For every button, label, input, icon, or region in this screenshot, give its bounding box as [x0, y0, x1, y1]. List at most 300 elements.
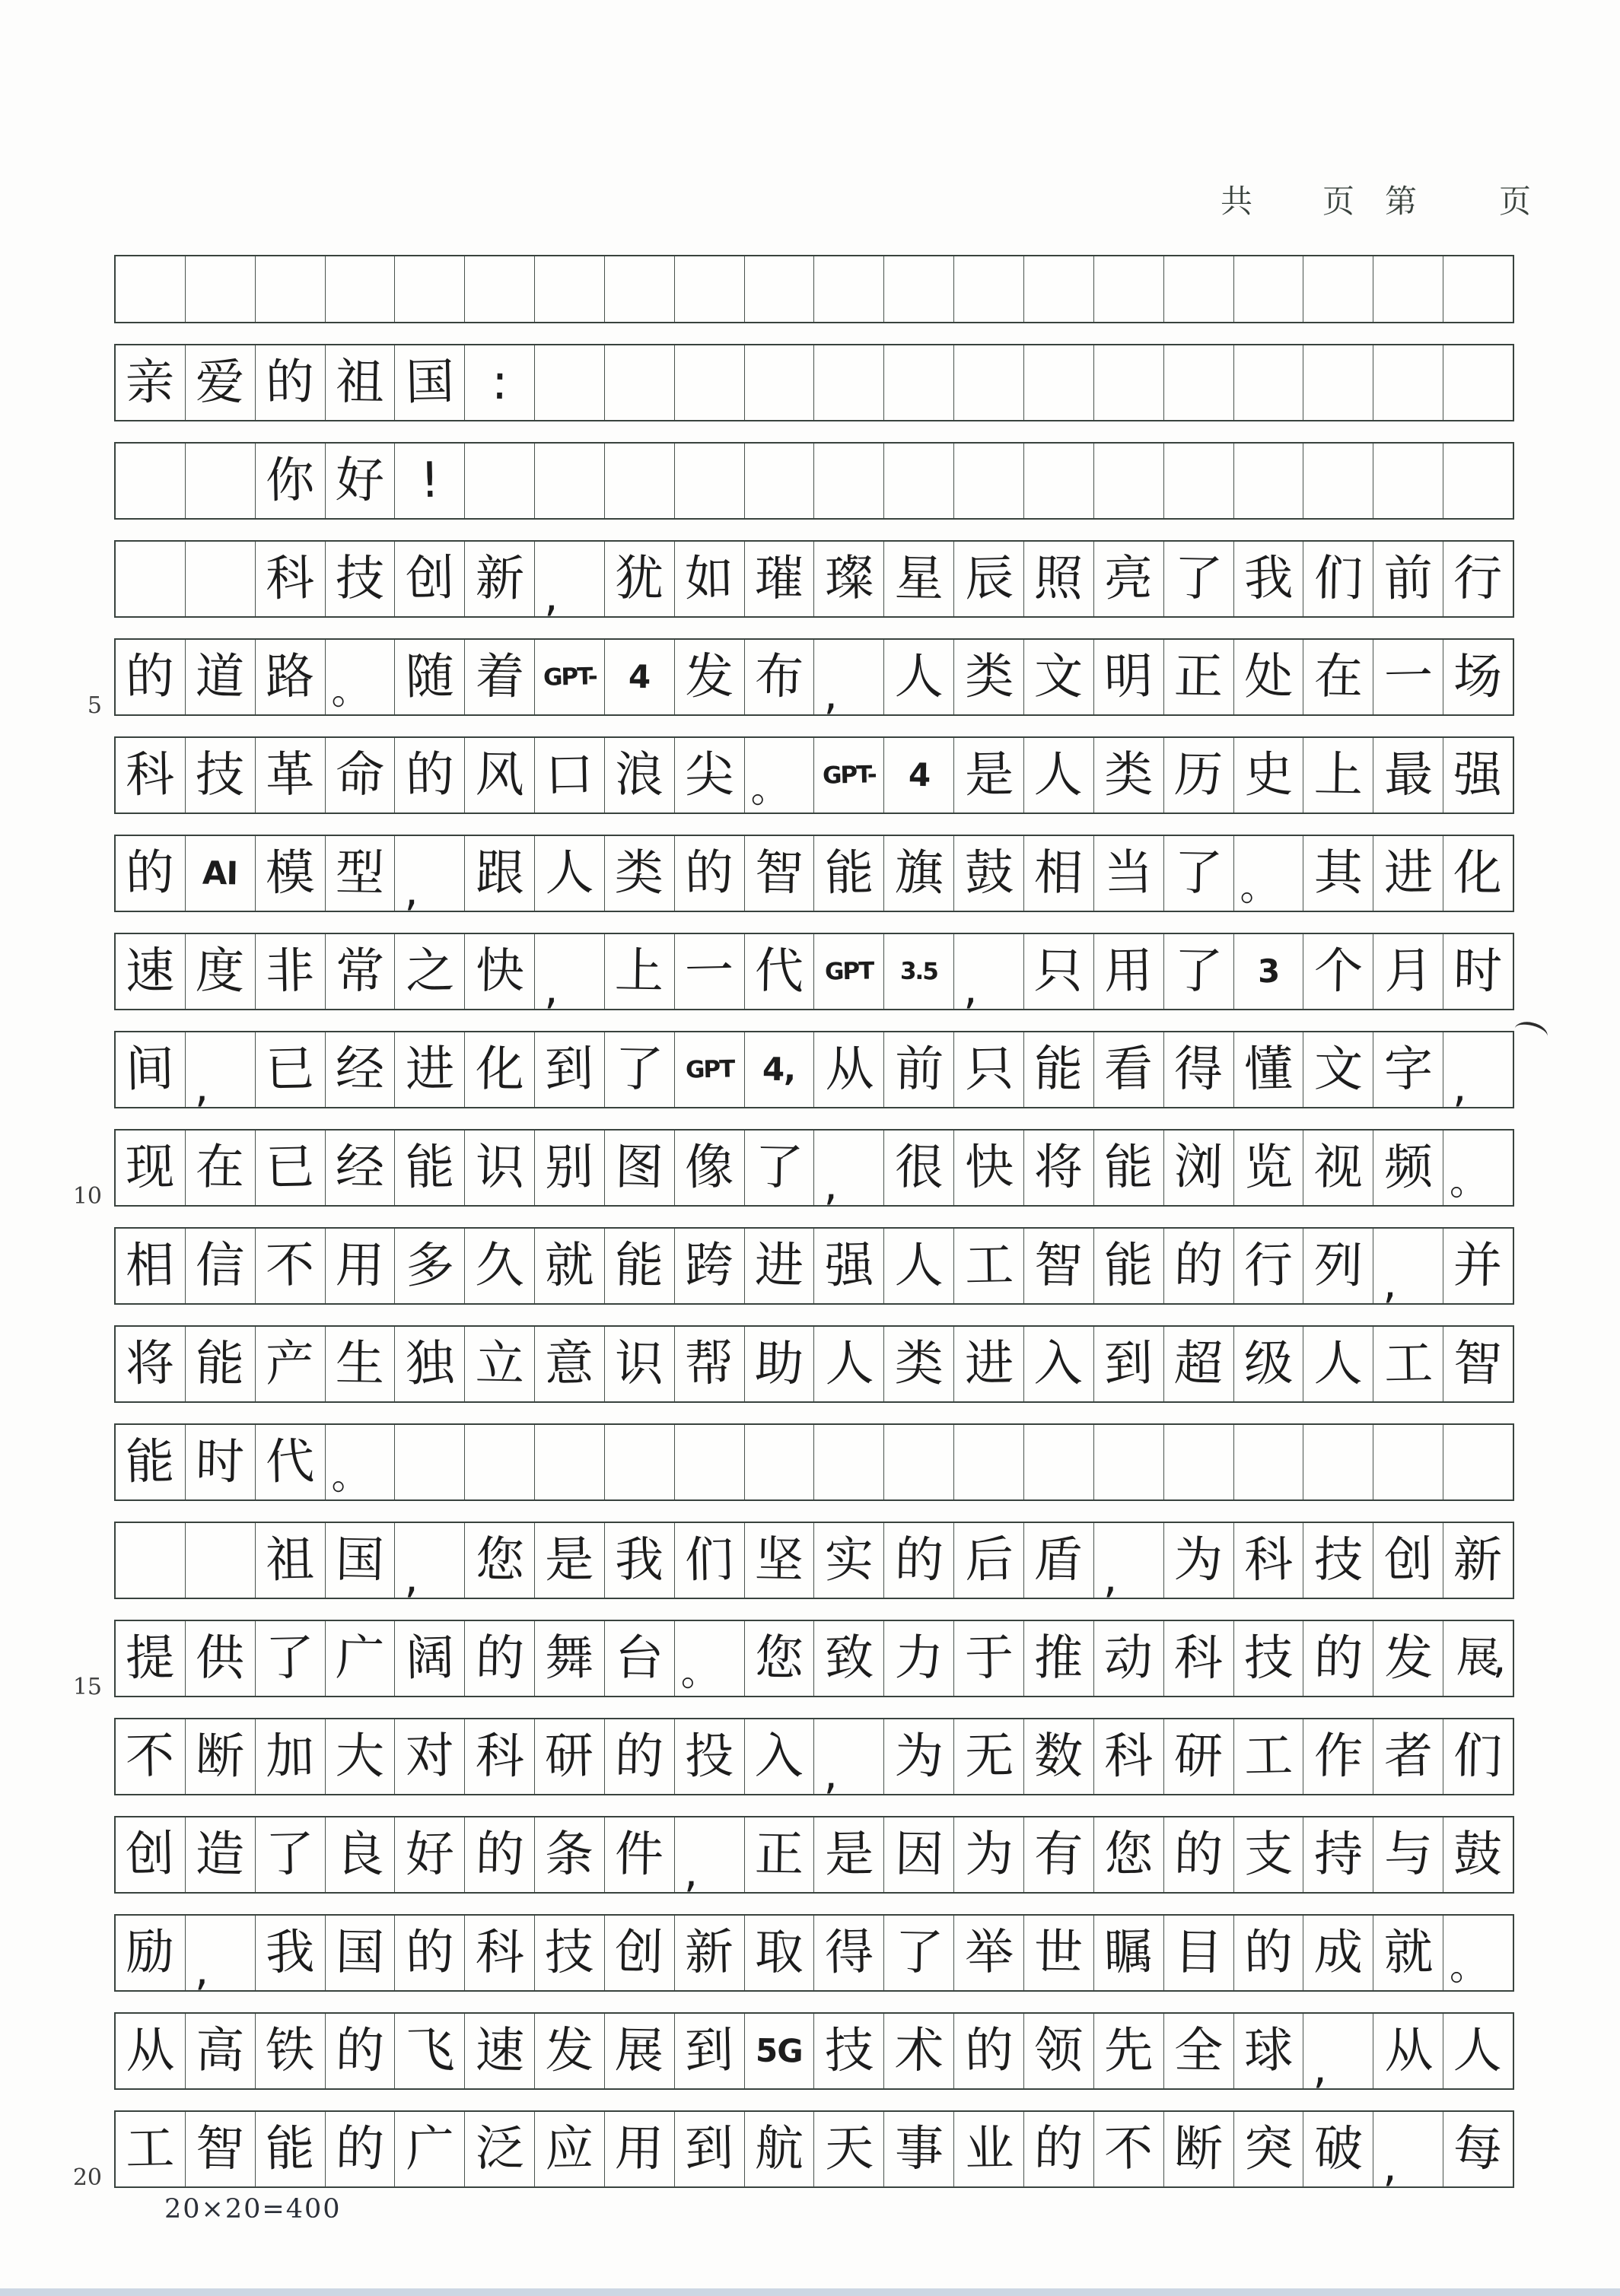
grid-row — [114, 1227, 1514, 1309]
char-cell: 图 — [604, 1131, 674, 1205]
char-cell: 场 — [1443, 640, 1513, 714]
empty-cell — [464, 444, 534, 518]
char-cell: 正 — [1163, 640, 1233, 714]
grid-row — [114, 2110, 1514, 2192]
char-cell: 技 — [325, 542, 395, 616]
char-cell: 亲 — [125, 354, 176, 412]
char-cell: 当 — [1093, 836, 1163, 911]
char-cell: 科 — [255, 542, 325, 616]
writing-grid — [72, 255, 1514, 2209]
char-cell: 是 — [534, 1523, 604, 1598]
char-cell: 实 — [813, 1523, 883, 1598]
char-cell: 浪 — [604, 738, 674, 813]
char-cell: 能 — [125, 1433, 176, 1491]
empty-cell — [1303, 444, 1373, 518]
char-cell: 级 — [1233, 1327, 1303, 1401]
char-cell: 能 — [185, 1327, 255, 1401]
char-cell: 科 — [1163, 1621, 1233, 1696]
char-cell: 亮 — [1093, 542, 1163, 616]
char-cell: 人 — [1023, 738, 1093, 813]
char-cell: 人 — [1443, 2014, 1513, 2088]
empty-cell — [813, 345, 883, 420]
char-cell: 好 — [325, 444, 395, 518]
char-cell: 的 — [1233, 1916, 1303, 1990]
char-cell: 创 — [1373, 1523, 1443, 1598]
char-cell: 于 — [953, 1621, 1023, 1696]
empty-cell — [604, 256, 674, 322]
line-number-10: 10 — [72, 1183, 102, 1210]
char-cell: 能 — [1093, 1131, 1163, 1205]
empty-cell — [813, 1425, 883, 1499]
char-cell: 进 — [744, 1229, 814, 1303]
empty-cell — [1163, 444, 1233, 518]
char-cell: , — [1093, 1523, 1163, 1598]
char-cell: 们 — [674, 1523, 744, 1598]
char-cell: , — [953, 934, 1023, 1009]
char-cell: 工 — [125, 2120, 176, 2178]
char-cell: 您 — [1093, 1817, 1163, 1892]
char-cell: 。 — [325, 640, 395, 714]
char-cell: 览 — [1233, 1131, 1303, 1205]
empty-cell — [604, 345, 674, 420]
char-cell: 快 — [464, 934, 534, 1009]
char-cell: 技 — [1303, 1523, 1373, 1598]
char-cell: 间 — [125, 1041, 176, 1099]
char-cell: 祖 — [255, 1523, 325, 1598]
char-cell: 广 — [394, 2112, 464, 2186]
char-cell: 旗 — [883, 836, 953, 911]
char-cell: 一 — [1373, 640, 1443, 714]
grid-row — [114, 1816, 1514, 1897]
char-cell: 立 — [464, 1327, 534, 1401]
grid-row — [114, 1522, 1514, 1603]
char-cell: 破 — [1303, 2112, 1373, 2186]
char-cell: 广 — [325, 1621, 395, 1696]
grid-row — [114, 442, 1514, 520]
char-cell: 上 — [604, 934, 674, 1009]
empty-cell — [883, 345, 953, 420]
empty-cell — [1373, 256, 1443, 322]
char-cell: 不 — [1093, 2112, 1163, 2186]
char-cell: 们 — [1443, 1719, 1513, 1794]
empty-cell — [1443, 256, 1513, 322]
empty-cell — [185, 256, 255, 322]
header-page-label: 页 — [1499, 183, 1532, 220]
grid-row — [114, 1423, 1514, 1501]
char-cell: 了 — [1163, 836, 1233, 911]
empty-cell — [1443, 444, 1513, 518]
empty-cell — [255, 256, 325, 322]
char-cell: 的 — [604, 1719, 674, 1794]
char-cell: 文 — [1023, 640, 1093, 714]
char-cell: 相 — [125, 1237, 176, 1295]
char-cell: 超 — [1163, 1327, 1233, 1401]
grid-row — [114, 255, 1514, 323]
char-cell: 技 — [813, 2014, 883, 2088]
char-cell: 像 — [674, 1131, 744, 1205]
char-cell: 现 — [125, 1139, 176, 1197]
char-cell: , — [1443, 1032, 1513, 1107]
char-cell: 创 — [125, 1826, 176, 1884]
char-cell: 。 — [325, 1425, 395, 1499]
char-cell: 举 — [953, 1916, 1023, 1990]
empty-cell — [1093, 256, 1163, 322]
char-cell: 每 — [1443, 2112, 1513, 2186]
char-cell: 者 — [1373, 1719, 1443, 1794]
empty-cell — [534, 444, 604, 518]
char-cell: 速 — [464, 2014, 534, 2088]
empty-cell — [1233, 1425, 1303, 1499]
char-cell: 条 — [534, 1817, 604, 1892]
char-cell: ! — [394, 444, 464, 518]
char-cell: 鼓 — [953, 836, 1023, 911]
empty-cell — [1023, 1425, 1093, 1499]
char-cell: 道 — [185, 640, 255, 714]
grid-row — [114, 933, 1514, 1014]
char-cell: 为 — [1163, 1523, 1233, 1598]
char-cell: 型 — [325, 836, 395, 911]
char-cell: 得 — [1163, 1032, 1233, 1107]
char-cell: 代 — [255, 1425, 325, 1499]
empty-cell — [1093, 444, 1163, 518]
line-number-20: 20 — [72, 2164, 102, 2191]
char-cell: 类 — [883, 1327, 953, 1401]
char-cell: 的 — [883, 1523, 953, 1598]
char-cell: 个 — [1303, 934, 1373, 1009]
char-cell: 非 — [255, 934, 325, 1009]
grid-row — [114, 1620, 1514, 1697]
char-cell: 4 — [883, 738, 953, 813]
char-cell: 的 — [125, 844, 176, 902]
empty-cell — [1373, 345, 1443, 420]
char-cell: 天 — [813, 2112, 883, 2186]
char-cell: 为 — [883, 1719, 953, 1794]
empty-cell — [1233, 444, 1303, 518]
char-cell: 之 — [394, 934, 464, 1009]
empty-cell — [1373, 444, 1443, 518]
char-cell: 3.5 — [883, 934, 953, 1009]
empty-cell — [953, 1425, 1023, 1499]
char-cell: , — [185, 1032, 255, 1107]
char-cell: 技 — [1233, 1621, 1303, 1696]
char-cell: GPT — [813, 934, 883, 1009]
char-cell: 盾 — [1023, 1523, 1093, 1598]
char-cell: 如 — [674, 542, 744, 616]
char-cell: 研 — [534, 1719, 604, 1794]
char-cell: 人 — [813, 1327, 883, 1401]
empty-cell — [185, 1523, 255, 1598]
char-cell: 您 — [464, 1523, 534, 1598]
char-cell: 你 — [255, 444, 325, 518]
empty-cell — [534, 345, 604, 420]
char-cell: 为 — [953, 1817, 1023, 1892]
char-cell: 其 — [1303, 836, 1373, 911]
empty-cell — [744, 345, 814, 420]
char-cell: 智 — [1443, 1327, 1513, 1401]
char-cell: 前 — [1373, 542, 1443, 616]
char-cell: 阔 — [394, 1621, 464, 1696]
char-cell: 从 — [813, 1032, 883, 1107]
char-cell: 久 — [464, 1229, 534, 1303]
grid-row — [114, 1325, 1514, 1403]
char-cell: , — [534, 934, 604, 1009]
empty-cell — [744, 1425, 814, 1499]
char-cell: 的 — [394, 738, 464, 813]
char-cell: 工 — [1373, 1327, 1443, 1401]
empty-cell — [744, 444, 814, 518]
grid-row — [114, 1031, 1514, 1112]
char-cell: 4 — [604, 640, 674, 714]
char-cell: 人 — [534, 836, 604, 911]
char-cell: 视 — [1303, 1131, 1373, 1205]
char-cell: 进 — [953, 1327, 1023, 1401]
line-number-15: 15 — [72, 1674, 102, 1700]
header-pages-label: 页 — [1322, 183, 1355, 220]
char-cell: 进 — [394, 1032, 464, 1107]
char-cell: 我 — [604, 1523, 674, 1598]
char-cell: 国 — [325, 1916, 395, 1990]
char-cell: 常 — [325, 934, 395, 1009]
char-cell: 铁 — [255, 2014, 325, 2088]
grid-row — [114, 736, 1514, 814]
char-cell: 用 — [604, 2112, 674, 2186]
empty-cell — [1233, 256, 1303, 322]
empty-cell — [604, 1425, 674, 1499]
char-cell: 相 — [1023, 836, 1093, 911]
char-cell: 发 — [674, 640, 744, 714]
char-cell: 泛 — [464, 2112, 534, 2186]
char-cell: 5G — [744, 2014, 814, 2088]
empty-cell — [883, 444, 953, 518]
char-cell: 坚 — [744, 1523, 814, 1598]
char-cell: 一 — [674, 934, 744, 1009]
char-cell: GPT- — [534, 640, 604, 714]
grid-row — [114, 835, 1514, 916]
char-cell: 鼓 — [1443, 1817, 1513, 1892]
char-cell: 并 — [1443, 1229, 1513, 1303]
char-cell: 应 — [534, 2112, 604, 2186]
char-cell: 的 — [464, 1621, 534, 1696]
empty-cell — [1163, 256, 1233, 322]
char-cell: , — [1303, 2014, 1373, 2088]
char-cell: 是 — [953, 738, 1023, 813]
empty-cell — [674, 444, 744, 518]
char-cell: 多 — [394, 1229, 464, 1303]
char-cell: 行 — [1443, 542, 1513, 616]
header-number-label: 第 — [1385, 183, 1418, 220]
char-cell: 您 — [744, 1621, 814, 1696]
char-cell: 好 — [394, 1817, 464, 1892]
char-cell: 很 — [883, 1131, 953, 1205]
char-cell: 只 — [1023, 934, 1093, 1009]
char-cell: 独 — [394, 1327, 464, 1401]
page-header — [1221, 183, 1532, 220]
empty-cell — [1023, 444, 1093, 518]
char-cell: 从 — [125, 2022, 176, 2080]
char-cell: 4, — [744, 1032, 814, 1107]
char-cell: 速 — [125, 943, 176, 1000]
char-cell: 了 — [1163, 542, 1233, 616]
empty-cell — [1303, 345, 1373, 420]
char-cell: 类 — [604, 836, 674, 911]
empty-cell — [325, 256, 395, 322]
char-cell: 科 — [464, 1916, 534, 1990]
char-cell: 人 — [883, 1229, 953, 1303]
char-cell: 能 — [1023, 1032, 1093, 1107]
char-cell: 随 — [394, 640, 464, 714]
char-cell: 将 — [1023, 1131, 1093, 1205]
char-cell: 文 — [1303, 1032, 1373, 1107]
char-cell: 人 — [1303, 1327, 1373, 1401]
char-cell: 化 — [1443, 836, 1513, 911]
char-cell: , — [813, 1131, 883, 1205]
grid-row — [114, 2012, 1514, 2094]
char-cell: 动 — [1093, 1621, 1163, 1696]
char-cell: 目 — [1163, 1916, 1233, 1990]
empty-cell — [1373, 1425, 1443, 1499]
char-cell: 跨 — [674, 1229, 744, 1303]
char-cell: 技 — [185, 738, 255, 813]
char-cell: 助 — [744, 1327, 814, 1401]
empty-cell — [1443, 345, 1513, 420]
char-cell: 路 — [255, 640, 325, 714]
char-cell: 与 — [1373, 1817, 1443, 1892]
char-cell: 投 — [674, 1719, 744, 1794]
char-cell: 断 — [1163, 2112, 1233, 2186]
char-cell: 新 — [464, 542, 534, 616]
char-cell: 的 — [125, 648, 176, 706]
char-cell: 用 — [1093, 934, 1163, 1009]
char-cell: 智 — [185, 2112, 255, 2186]
char-cell: 照 — [1023, 542, 1093, 616]
char-cell: , — [1373, 1229, 1443, 1303]
char-cell: 了 — [604, 1032, 674, 1107]
char-cell: 人 — [883, 640, 953, 714]
empty-cell — [534, 1425, 604, 1499]
char-cell: 到 — [674, 2112, 744, 2186]
char-cell: 布 — [744, 640, 814, 714]
empty-cell — [674, 1425, 744, 1499]
char-cell: 术 — [883, 2014, 953, 2088]
grid-size-label: 20×20=400 — [164, 2194, 342, 2224]
empty-cell — [394, 256, 464, 322]
char-cell: 不 — [125, 1728, 176, 1786]
char-cell: 生 — [325, 1327, 395, 1401]
char-cell: 历 — [1163, 738, 1233, 813]
char-cell: 犹 — [604, 542, 674, 616]
char-cell: 大 — [325, 1719, 395, 1794]
char-cell: 突 — [1233, 2112, 1303, 2186]
char-cell: 支 — [1233, 1817, 1303, 1892]
char-cell: 工 — [953, 1229, 1023, 1303]
grid-row — [114, 638, 1514, 720]
char-cell: 经 — [325, 1131, 395, 1205]
char-cell: 处 — [1233, 640, 1303, 714]
char-cell: 类 — [1093, 738, 1163, 813]
char-cell: 的 — [464, 1817, 534, 1892]
empty-cell — [1163, 345, 1233, 420]
char-cell: 舞 — [534, 1621, 604, 1696]
char-cell: , — [394, 836, 464, 911]
char-cell: 智 — [1023, 1229, 1093, 1303]
char-cell: 只 — [953, 1032, 1023, 1107]
empty-cell — [674, 345, 744, 420]
char-cell: 对 — [394, 1719, 464, 1794]
char-cell: 能 — [394, 1131, 464, 1205]
char-cell: 强 — [1443, 738, 1513, 813]
char-cell: 上 — [1303, 738, 1373, 813]
char-cell: 别 — [534, 1131, 604, 1205]
char-cell: 我 — [1233, 542, 1303, 616]
char-cell: 力 — [883, 1621, 953, 1696]
char-cell: 国 — [394, 345, 464, 420]
char-cell: 风 — [464, 738, 534, 813]
char-cell: 的 — [1303, 1621, 1373, 1696]
char-cell: 工 — [1233, 1719, 1303, 1794]
char-cell: 璨 — [813, 542, 883, 616]
empty-cell — [953, 256, 1023, 322]
char-cell: 飞 — [394, 2014, 464, 2088]
char-cell: 全 — [1163, 2014, 1233, 2088]
char-cell: GPT — [674, 1032, 744, 1107]
char-cell: 的 — [325, 2112, 395, 2186]
char-cell: 的 — [325, 2014, 395, 2088]
char-cell: 辰 — [953, 542, 1023, 616]
char-cell: 强 — [813, 1229, 883, 1303]
char-cell: 航 — [744, 2112, 814, 2186]
char-cell: 件 — [604, 1817, 674, 1892]
char-cell: 作 — [1303, 1719, 1373, 1794]
char-cell: 行 — [1233, 1229, 1303, 1303]
char-cell: 因 — [883, 1817, 953, 1892]
char-cell: 了 — [883, 1916, 953, 1990]
char-cell: 新 — [674, 1916, 744, 1990]
char-cell: 将 — [125, 1335, 176, 1393]
char-cell: 成 — [1303, 1916, 1373, 1990]
empty-cell — [464, 1425, 534, 1499]
grid-row — [114, 1129, 1514, 1210]
empty-cell — [116, 1523, 185, 1598]
char-cell: , — [394, 1523, 464, 1598]
char-cell: 造 — [185, 1817, 255, 1892]
char-cell: 月 — [1373, 934, 1443, 1009]
char-cell: 在 — [1303, 640, 1373, 714]
char-cell: 已 — [255, 1131, 325, 1205]
char-cell: 化 — [464, 1032, 534, 1107]
char-cell: 的 — [674, 836, 744, 911]
char-cell: 3 — [1233, 934, 1303, 1009]
char-cell: 先 — [1093, 2014, 1163, 2088]
char-cell: 时 — [1443, 934, 1513, 1009]
empty-cell — [116, 256, 185, 322]
char-cell: 领 — [1023, 2014, 1093, 2088]
empty-cell — [185, 542, 255, 616]
char-cell: 加 — [255, 1719, 325, 1794]
char-cell: 。 — [1443, 1916, 1513, 1990]
pen-stray-mark — [1513, 1019, 1550, 1046]
char-cell: 最 — [1373, 738, 1443, 813]
char-cell: AI — [185, 836, 255, 911]
empty-cell — [1023, 256, 1093, 322]
empty-cell — [744, 256, 814, 322]
char-cell: 们 — [1303, 542, 1373, 616]
empty-cell — [1443, 1425, 1513, 1499]
char-cell: 无 — [953, 1719, 1023, 1794]
char-cell: 提 — [125, 1630, 176, 1687]
char-cell: 创 — [394, 542, 464, 616]
char-cell: 到 — [534, 1032, 604, 1107]
char-cell: 祖 — [325, 345, 395, 420]
